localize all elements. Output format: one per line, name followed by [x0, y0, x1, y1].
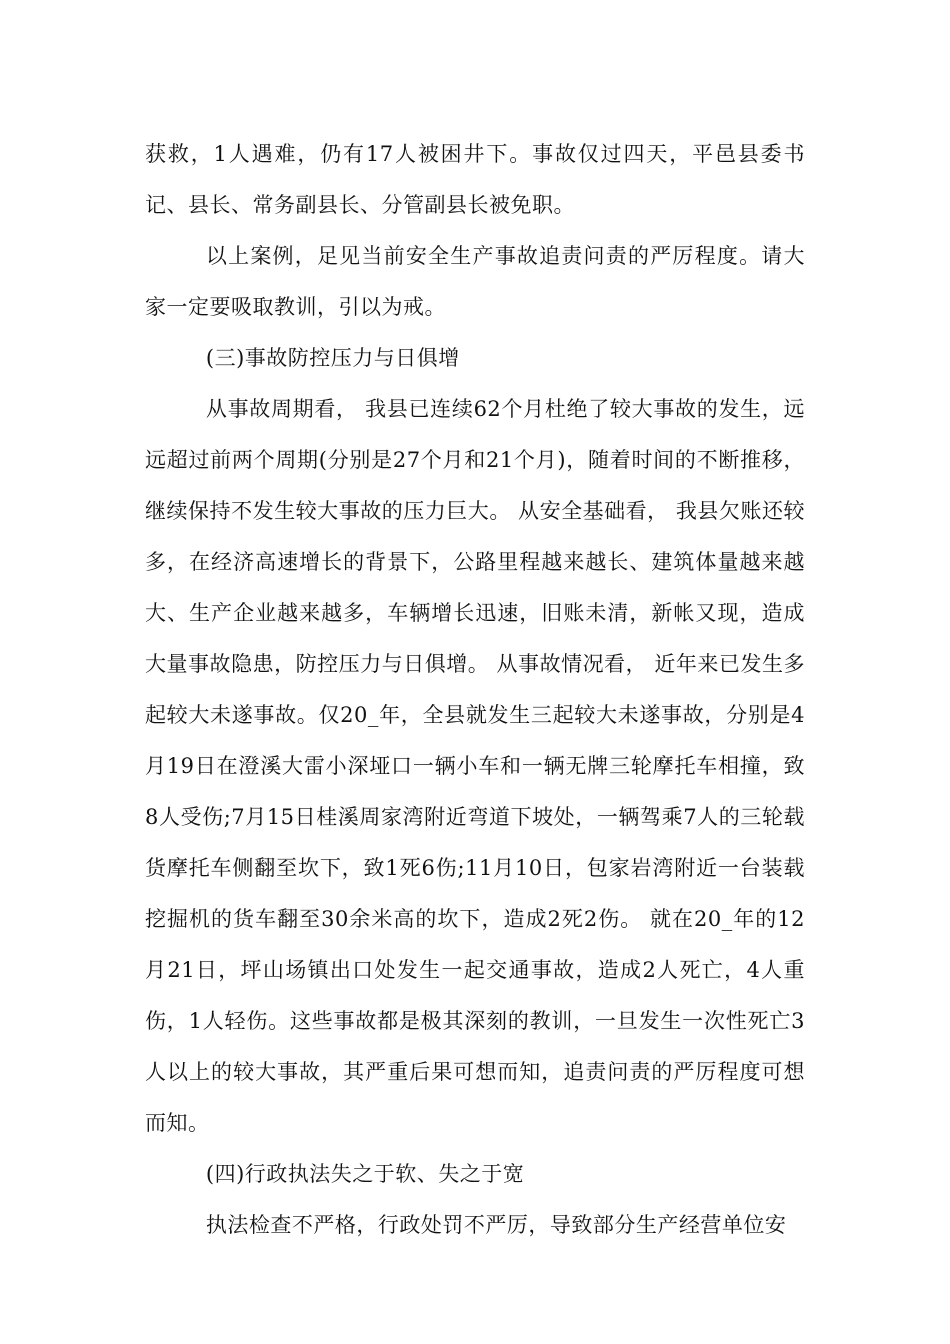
section-heading-4: (四)行政执法失之于软、失之于宽: [205, 1162, 525, 1186]
paragraph-case-summary: 以上案例，足见当前安全生产事故追责问责的严厉程度。请大家一定要吸取教训，引以为戒。: [145, 244, 805, 319]
section-heading-3: (三)事故防控压力与日俱增: [205, 346, 460, 370]
document-body: [145, 129, 805, 1251]
paragraph-accident-pressure: 从事故周期看， 我县已连续62个月杜绝了较大事故的发生，远远超过前两个周期(分别是27个月和21个月)，随着时间的不断推移，继续保持不发生较大事故的压力巨大。 从安全基础看， 我县欠账还较多，在经济高速增长的背景下，公路里程越来越长、建筑体量越来越大、生产企业越来越多，车辆增长迅速，旧账未清，新帐又现，造成大量事故隐患，防控压力与日俱增。 从事故情况看， 近年来已发生多起较大未遂事故。仅20_年，全县就发生三起较大未遂事故，分别是4月19日在澄溪大雷小深垭口一辆小车和一辆无牌三轮摩托车相撞，致8人受伤;7月15日桂溪周家湾附近弯道下坡处，一辆驾乘7人的三轮载货摩托车侧翻至坎下，致1死6伤;11月10日，包家岩湾附近一台装载挖掘机的货车翻至30余米高的坎下，造成2死2伤。 就在20_年的12月21日，坪山场镇出口处发生一起交通事故，造成2人死亡，4人重伤，1人轻伤。这些事故都是极其深刻的教训，一旦发生一次性死亡3人以上的较大事故，其严重后果可想而知，追责问责的严厉程度可想而知。: [145, 397, 805, 1135]
paragraph-enforcement: 执法检查不严格，行政处罚不严厉，导致部分生产经营单位安: [205, 1213, 787, 1237]
paragraph-case-continuation: 获救，1人遇难，仍有17人被困井下。事故仅过四天，平邑县委书记、县长、常务副县长、分管副县长被免职。: [145, 142, 805, 217]
